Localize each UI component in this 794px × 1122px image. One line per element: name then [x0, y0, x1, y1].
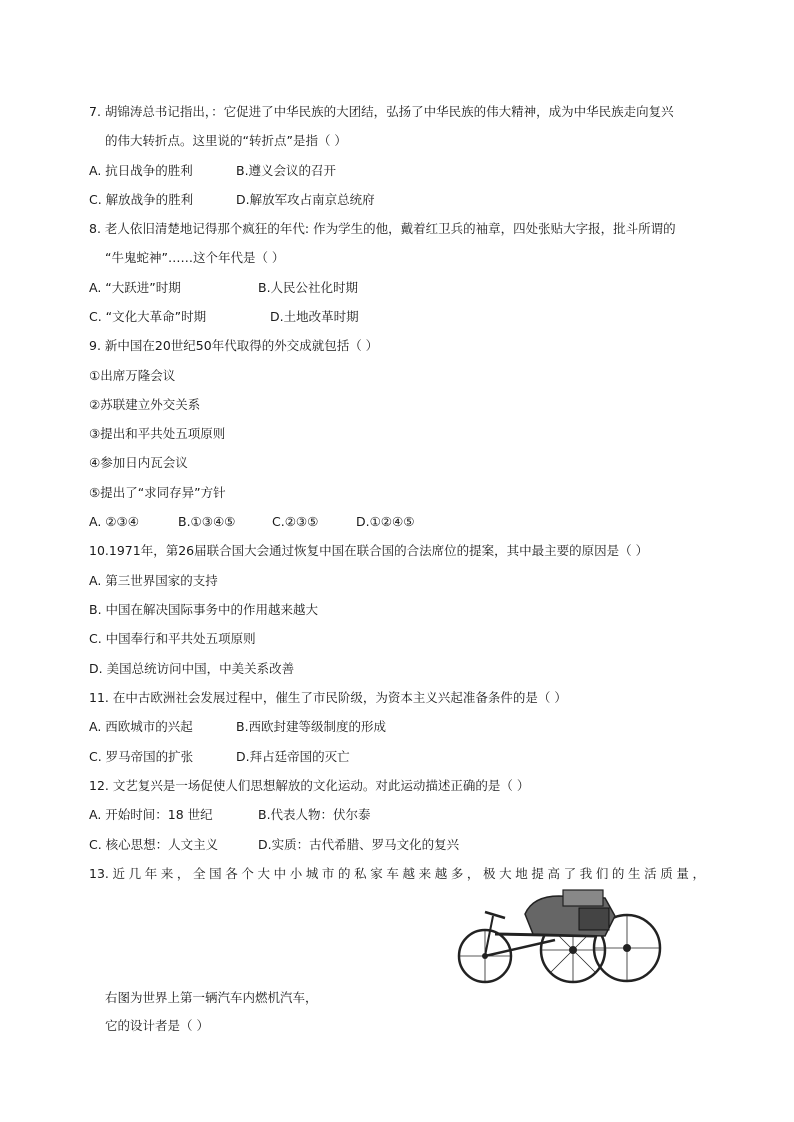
q13-stem: 13.近几年来，全国各个大中小城市的私家车越来越多，极大地提高了我们的生活质量， [89, 866, 705, 881]
q9-option-d: D.①②④⑤ [356, 514, 415, 529]
q7-option-d: D.解放军攻占南京总统府 [236, 192, 375, 207]
q12-option-d: D.实质：古代希腊、罗马文化的复兴 [258, 837, 460, 852]
q13-caption-line2: 它的设计者是（ ） [105, 1018, 209, 1033]
first-automobile-image [455, 886, 665, 986]
q11-stem: 11. 在中古欧洲社会发展过程中，催生了市民阶级，为资本主义兴起准备条件的是（ ） [89, 690, 567, 705]
q8-option-b: B.人民公社化时期 [258, 280, 359, 295]
q10-option-d: D. 美国总统访问中国，中美关系改善 [89, 661, 295, 676]
q9-stem: 9. 新中国在20世纪50年代取得的外交成就包括（ ） [89, 338, 379, 353]
q9-item-4: ④参加日内瓦会议 [89, 455, 188, 470]
q8-option-a: A. “大跃进”时期 [89, 280, 181, 295]
q7-stem-line1: 7. 胡锦涛总书记指出，：它促进了中华民族的大团结，弘扬了中华民族的伟大精神，成为中华民族走向复兴 [89, 104, 674, 119]
q9-option-a: A. ②③④ [89, 514, 139, 529]
q8-option-d: D.土地改革时期 [270, 309, 359, 324]
q8-option-c: C. “文化大革命”时期 [89, 309, 207, 324]
q12-option-c: C. 核心思想：人文主义 [89, 837, 219, 852]
q11-option-b: B.西欧封建等级制度的形成 [236, 719, 387, 734]
q9-item-5: ⑤提出了“求同存异”方针 [89, 485, 226, 500]
q11-option-d: D.拜占廷帝国的灭亡 [236, 749, 350, 764]
q9-item-1: ①出席万隆会议 [89, 368, 176, 383]
q12-stem: 12. 文艺复兴是一场促使人们思想解放的文化运动。对此运动描述正确的是（ ） [89, 778, 530, 793]
q12-option-b: B.代表人物：伏尔泰 [258, 807, 371, 822]
q7-option-c: C. 解放战争的胜利 [89, 192, 194, 207]
q10-option-a: A. 第三世界国家的支持 [89, 573, 218, 588]
q12-option-a: A. 开始时间：18 世纪 [89, 807, 213, 822]
q9-option-c: C.②③⑤ [272, 514, 319, 529]
q10-stem: 10.1971年，第26届联合国大会通过恢复中国在联合国的合法席位的提案，其中最主要的原因是（ ） [89, 543, 649, 558]
q7-option-b: B.遵义会议的召开 [236, 163, 337, 178]
q13-caption-line1: 右图为世界上第一辆汽车内燃机汽车， [105, 990, 318, 1005]
q10-option-b: B. 中国在解决国际事务中的作用越来越大 [89, 602, 319, 617]
q9-option-b: B.①③④⑤ [178, 514, 236, 529]
q9-item-2: ②苏联建立外交关系 [89, 397, 201, 412]
q10-option-c: C. 中国奉行和平共处五项原则 [89, 631, 256, 646]
q8-stem-line1: 8. 老人依旧清楚地记得那个疯狂的年代: 作为学生的他，戴着红卫兵的袖章，四处张贴大字报，批斗所谓的 [89, 221, 676, 236]
q7-option-a: A. 抗日战争的胜利 [89, 163, 193, 178]
q9-item-3: ③提出和平共处五项原则 [89, 426, 226, 441]
q11-option-c: C. 罗马帝国的扩张 [89, 749, 194, 764]
q7-stem-line2: 的伟大转折点。这里说的“转折点”是指（ ） [105, 133, 347, 148]
q11-option-a: A. 西欧城市的兴起 [89, 719, 193, 734]
q8-stem-line2: “牛鬼蛇神”……这个年代是（ ） [105, 250, 285, 265]
